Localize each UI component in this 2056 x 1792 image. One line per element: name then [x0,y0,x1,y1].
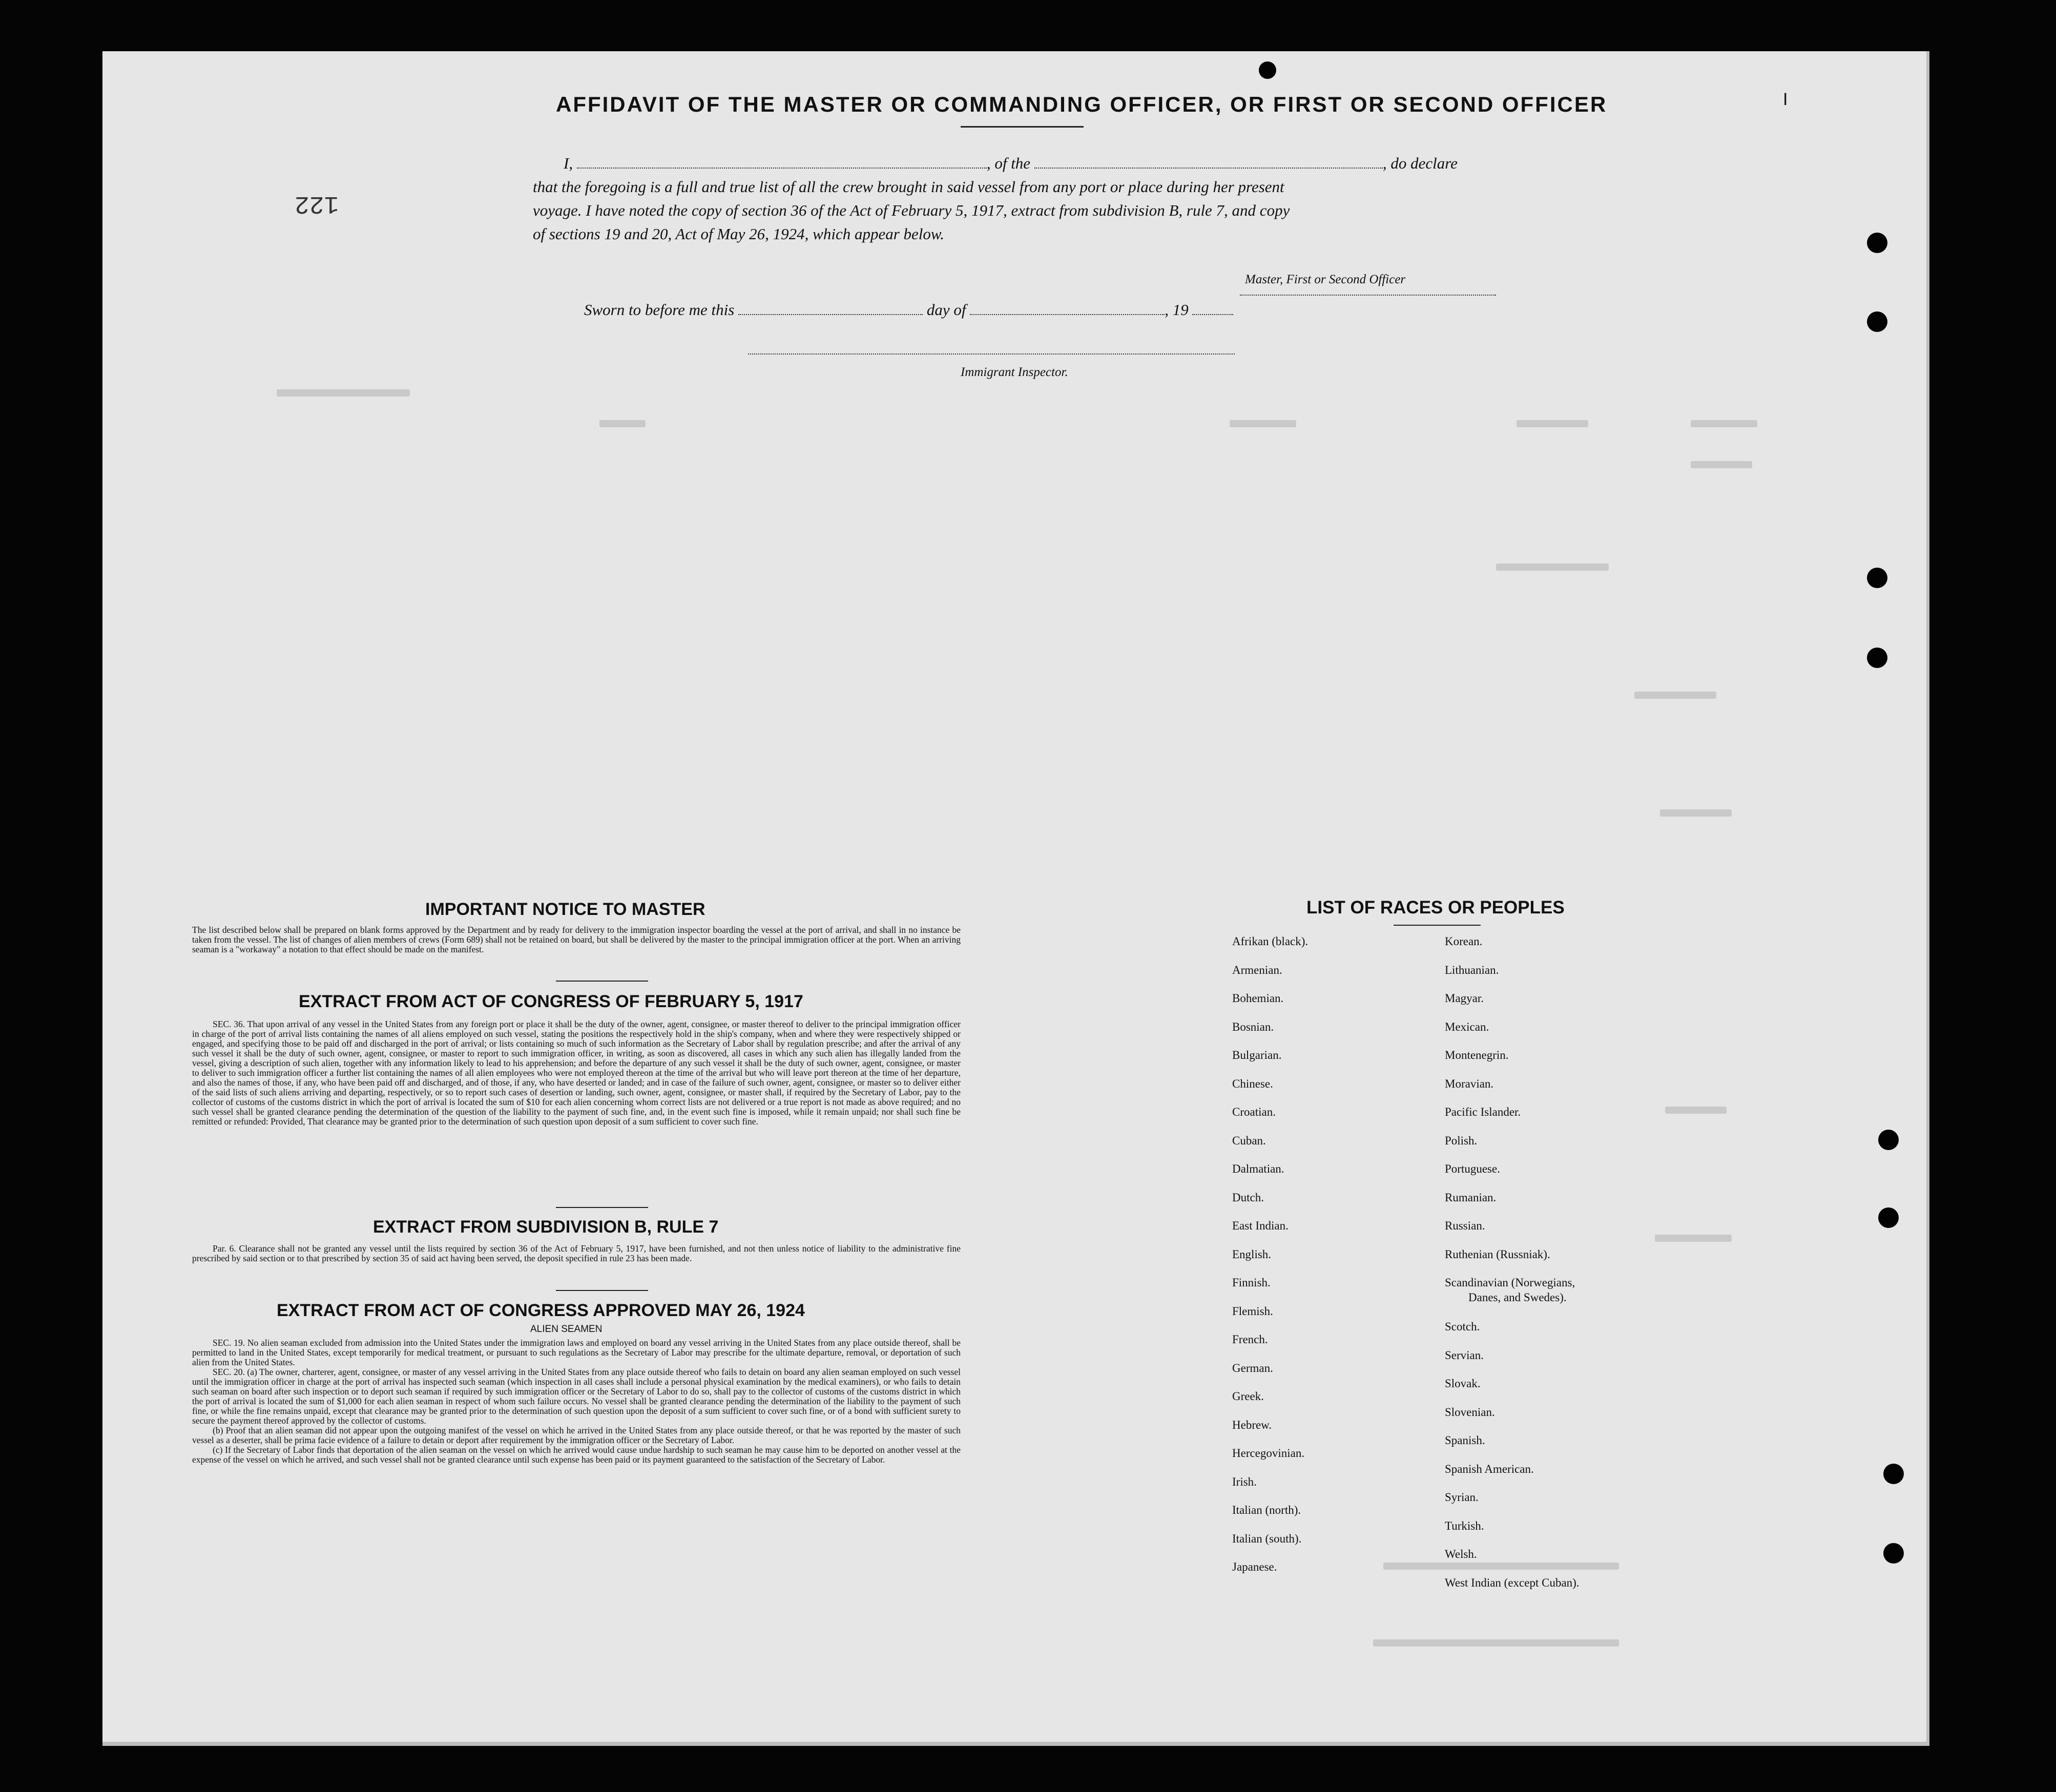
races-heading: LIST OF RACES OR PEOPLES [1306,898,1565,918]
races-column-2 [1445,935,1711,1605]
inspector-signature-field[interactable] [748,353,1235,355]
sec-20b-text: (b) Proof that an alien seaman did not appear upon the outgoing manifest of the vessel on which he arrived in the United States from any place outside thereof, or that he was reported by the master of such vessel as a deserter, shall be prima facie evidence of a failure to detain or deport after requirement by the immigration officer or the Secretary of Labor. [192,1425,961,1445]
sworn-line: Sworn to before me this day of , 19 [584,298,1233,322]
sec-19-text: SEC. 19. No alien seaman excluded from admission into the United States under the immigration laws and employed on board any vessel arriving in the United States from any place outside thereof, shall be permitted to land in the United States, except temporarily for medical treatment, or pursuant to such regulations as the Secretary of Labor may prescribe for the ultimate departure, removal, or deportation of such alien from the United States. [192,1338,961,1367]
sworn-month-field[interactable] [970,314,1165,315]
race-item: Croatian. [1232,1106,1276,1118]
declaration [533,152,1532,246]
extract-rule7-heading: EXTRACT FROM SUBDIVISION B, RULE 7 [373,1217,719,1237]
race-item: Bulgarian. [1232,1049,1282,1061]
inspector-label: Immigrant Inspector. [961,365,1068,379]
race-item: Scandinavian (Norwegians, [1445,1276,1575,1289]
race-item: Bosnian. [1232,1020,1274,1033]
race-item: German. [1232,1361,1273,1374]
punch-hole [1883,1464,1904,1484]
master-signature-label: Master, First or Second Officer [1245,273,1406,286]
race-item: Spanish. [1445,1434,1485,1447]
race-item: French. [1232,1333,1268,1346]
alien-seamen-subheading: ALIEN SEAMEN [530,1324,603,1335]
race-item: Korean. [1445,935,1483,948]
declarant-name-field[interactable] [577,168,987,169]
race-item: Greek. [1232,1390,1264,1403]
notice-rule [556,981,648,982]
punch-hole [1878,1130,1899,1150]
race-item: Montenegrin. [1445,1049,1509,1061]
punch-hole [1259,61,1276,79]
sworn-year-field[interactable] [1192,314,1233,315]
race-item: Chinese. [1232,1077,1273,1090]
punch-hole [1867,311,1887,332]
extract-rule7-rule [556,1290,648,1291]
master-signature-field[interactable] [1240,295,1496,296]
race-item: Rumanian. [1445,1191,1497,1204]
extract-1917-text: SEC. 36. That upon arrival of any vessel in the United States from any foreign port or place it shall be the duty of the owner, agent, consignee, or master thereof to deliver to the principal immigration officer in charge of the port of arrival lists containing the names of all aliens employed on such vessel, stating the positions the respectively hold in the ship's company, when and where they were respectively shipped or engaged, and specifying those to be paid off and discharged in the port of arrival; or lists containing so much of such information as the Secretary of Labor shall by regulation prescribe; and after the arrival of any such vessel it shall be the duty of such owner, agent, consignee, or master to report to such immigration officer, in writing, as soon as discovered, all cases in which any such alien has illegally landed from the vessel, giving a description of such alien, together with any information likely to lead to his apprehension; and before the departure of any such vessel it shall be the duty of such owner, agent, consignee, or master to deliver to such immigration officer a further list containing the names of all alien employees who were not employed thereon at the time of the arrival but who will leave port thereon at the time of her departure, and also the names of those, if any, who have been paid off and discharged, and of those, if any, who have deserted or landed; and in case of the failure of such owner, agent, consignee, or master so to deliver either of the said lists of such aliens arriving and departing, respectively, or so to report such cases of desertion or landing, such owner, agent, consignee, or master shall, if required by the Secretary of Labor, pay to the collector of customs of the customs district in which the port of arrival is located the sum of $10 for each alien concerning whom correct lists are not delivered or a true report is not made as above required; and no such vessel shall be granted clearance pending the determination of the question of the liability to the payment of such fine, and, in the event such fine is imposed, while it remain unpaid; nor shall such fine be remitted or refunded: Provided, That clearance may be granted prior to the determination of such question upon deposit of a sum sufficient to cover such fine. [192,1019,961,1127]
race-item: East Indian. [1232,1219,1289,1232]
punch-hole [1867,233,1887,253]
race-item: Turkish. [1445,1519,1484,1532]
declaration-line-1: I, , of the , do declare [564,154,1458,172]
race-item: West Indian (except Cuban). [1445,1576,1580,1589]
punch-hole [1883,1543,1904,1564]
punch-hole [1867,648,1887,668]
race-item: Welsh. [1445,1548,1477,1560]
race-item: Hebrew. [1232,1418,1272,1431]
race-item: Portuguese. [1445,1162,1500,1175]
race-item: Bohemian. [1232,992,1284,1005]
race-item: Dalmatian. [1232,1162,1284,1175]
title-rule [961,126,1084,128]
race-item: Hercegovinian. [1232,1447,1305,1460]
punch-hole [1878,1207,1899,1228]
race-item: Cuban. [1232,1134,1266,1147]
race-item: Danes, and Swedes). [1468,1291,1567,1304]
race-item: Polish. [1445,1134,1478,1147]
page-number: 122 [295,190,339,217]
races-column-1 [1232,935,1437,1589]
race-item: Flemish. [1232,1304,1273,1318]
extract-1924-text [192,1338,961,1465]
race-item: Lithuanian. [1445,963,1499,976]
sec-20a-text: SEC. 20. (a) The owner, charterer, agent, consignee, or master of any vessel arriving in the United States from any place outside thereof who fails to detain on board any alien seaman employed on such vessel until the immigration officer in charge at the port of arrival has inspected such seaman (which inspection in all cases shall include a personal physical examination by the medical examiners), or who fails to detain such seaman on board after such inspection or to deport such seaman if required by such immigration officer or the Secretary of Labor to do so, shall pay to the collector of customs of the customs district in which the port of arrival is located the sum of $1,000 for each alien seaman in respect of whom such failure occurs. No vessel shall be granted clearance pending the determination of the liability to the payment of such fine, or while the fine remains unpaid, except that clearance may be granted prior to the determination of such question upon the deposit of a sum sufficient to cover such fine, or of a bond with sufficient surety to secure the payment thereof approved by the collector of customs. [192,1367,961,1426]
race-item: Mexican. [1445,1020,1489,1033]
punch-hole [1867,568,1887,588]
race-item: Slovak. [1445,1377,1481,1390]
race-item: Irish. [1232,1475,1257,1488]
extract-rule7-text: Par. 6. Clearance shall not be granted any vessel until the lists required by section 36 of the Act of February 5, 1917, have been furnished, and not then unless notice of liability to the administrative fine prescribed by said section or to that prescribed by section 35 of said act having been served, the deposit specified in rule 23 has been made. [192,1243,961,1263]
race-item: Servian. [1445,1348,1484,1362]
race-item: Japanese. [1232,1560,1277,1573]
race-item: Finnish. [1232,1276,1271,1289]
race-item: English. [1232,1247,1272,1261]
race-item: Italian (south). [1232,1532,1302,1545]
extract-1917-heading: EXTRACT FROM ACT OF CONGRESS OF FEBRUARY 5, 1917 [299,992,803,1011]
declaration-line-3: voyage. I have noted the copy of section 36 of the Act of February 5, 1917, extract from subdivision B, rule 7, and copy [533,201,1290,219]
sec-20c-text: (c) If the Secretary of Labor finds that deportation of the alien seaman on the vessel on which he arrived would cause undue hardship to such seaman he may cause him to be deported on another vessel at the expense of the vessel on which he arrived, and such vessel shall not be granted clearance until such expense has been paid or its payment guaranteed to the satisfaction of the Secretary of Labor. [192,1445,961,1465]
sworn-day-field[interactable] [738,314,923,315]
vessel-name-field[interactable] [1034,168,1383,169]
race-item: Armenian. [1232,963,1282,976]
extract-1917-rule [556,1207,648,1208]
race-item: Spanish American. [1445,1462,1534,1475]
race-item: Italian (north). [1232,1504,1301,1516]
race-item: Russian. [1445,1219,1485,1232]
race-item: Scotch. [1445,1320,1480,1333]
race-item: Ruthenian (Russniak). [1445,1247,1550,1261]
race-item: Moravian. [1445,1077,1494,1090]
race-item: Afrikan (black). [1232,935,1309,948]
margin-mark: I [1783,90,1788,109]
race-item: Pacific Islander. [1445,1106,1521,1118]
race-item: Dutch. [1232,1191,1264,1204]
notice-heading: IMPORTANT NOTICE TO MASTER [425,900,705,919]
declaration-line-2: that the foregoing is a full and true list of all the crew brought in said vessel from any port or place during her present [533,178,1284,196]
declaration-line-4: of sections 19 and 20, Act of May 26, 1924, which appear below. [533,225,945,243]
race-item: Syrian. [1445,1491,1479,1504]
notice-text: The list described below shall be prepared on blank forms approved by the Department and by ready for delivery to the immigration inspector boarding the vessel at the port of arrival, and shall in no instance be taken from the vessel. The list of changes of alien members of crews (Form 689) shall not be retained on board, but shall be delivered by the master to the principal immigration officer at the port. When an arriving seaman is a "workaway" a notation to that effect should be made on the manifest. [192,925,961,954]
races-rule [1394,925,1481,926]
affidavit-title: AFFIDAVIT OF THE MASTER OR COMMANDING OFFICER, OR FIRST OR SECOND OFFICER [556,92,1608,116]
extract-1924-heading: EXTRACT FROM ACT OF CONGRESS APPROVED MAY 26, 1924 [277,1301,805,1320]
race-item: Slovenian. [1445,1405,1495,1419]
race-item: Magyar. [1445,992,1484,1005]
